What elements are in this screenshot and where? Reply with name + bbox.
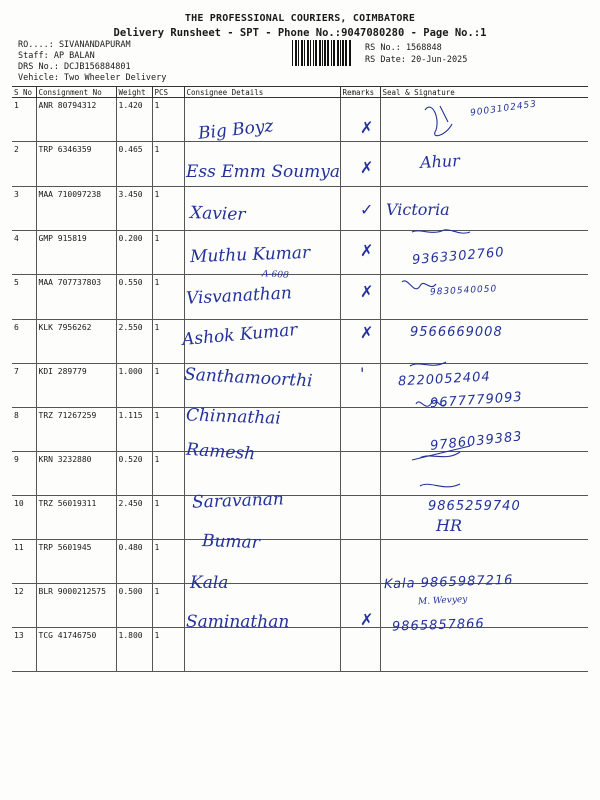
row-signature-cell bbox=[380, 496, 588, 540]
handwritten-signature: 9786039383 bbox=[429, 429, 524, 454]
row-sno: 13 bbox=[12, 628, 36, 672]
row-sno: 6 bbox=[12, 320, 36, 364]
company-name: THE PROFESSIONAL COURIERS, COIMBATORE bbox=[184, 13, 416, 24]
row-weight: 3.450 bbox=[116, 187, 152, 231]
row-signature-cell bbox=[380, 628, 588, 672]
row-pcs: 1 bbox=[152, 231, 184, 275]
barcode-bar bbox=[342, 40, 343, 66]
row-consignment: KRN 3232880 bbox=[36, 452, 116, 496]
table-row bbox=[12, 142, 588, 187]
row-consignee-cell bbox=[184, 496, 340, 540]
row-weight: 0.550 bbox=[116, 275, 152, 320]
row-sno: 4 bbox=[12, 231, 36, 275]
handwritten-consignee: Saravanan bbox=[191, 489, 285, 513]
col-sno: S No bbox=[12, 87, 36, 98]
row-consignee-cell bbox=[184, 320, 340, 364]
table-row bbox=[12, 628, 588, 672]
row-remarks-cell bbox=[340, 98, 380, 142]
barcode-bar bbox=[298, 40, 299, 66]
remark-mark: ✗ bbox=[360, 323, 374, 342]
row-consignee-cell bbox=[184, 275, 340, 320]
row-weight: 0.200 bbox=[116, 231, 152, 275]
row-signature-cell bbox=[380, 231, 588, 275]
handwritten-signature: 9865259740 bbox=[428, 499, 521, 514]
row-signature-cell bbox=[380, 364, 588, 408]
table-row bbox=[12, 364, 588, 408]
runsheet-table bbox=[12, 86, 588, 672]
table-row bbox=[12, 584, 588, 628]
handwritten-consignee: A-608 bbox=[261, 269, 290, 281]
handwritten-signature: M. Wevyey bbox=[417, 594, 468, 608]
row-remarks-cell bbox=[340, 364, 380, 408]
barcode-bar bbox=[331, 40, 332, 66]
handwritten-consignee: Ess Emm Soumya bbox=[186, 162, 341, 182]
row-remarks-cell bbox=[340, 320, 380, 364]
handwritten-signature: HR bbox=[436, 516, 462, 535]
row-weight: 1.800 bbox=[116, 628, 152, 672]
row-remarks-cell bbox=[340, 540, 380, 584]
row-sno: 2 bbox=[12, 142, 36, 187]
row-consignee-cell bbox=[184, 408, 340, 452]
row-consignment: TRZ 71267259 bbox=[36, 408, 116, 452]
row-pcs: 1 bbox=[152, 452, 184, 496]
table-row bbox=[12, 452, 588, 496]
rs-date: RS Date: 20-Jun-2025 bbox=[365, 55, 468, 65]
handwritten-consignee: Saminathan bbox=[186, 612, 290, 632]
staff-line: Staff: AP BALAN bbox=[18, 51, 95, 61]
runsheet-meta-left bbox=[18, 40, 166, 84]
row-consignment: KLK 7956262 bbox=[36, 320, 116, 364]
barcode-bar bbox=[346, 40, 347, 66]
row-weight: 0.500 bbox=[116, 584, 152, 628]
row-sno: 12 bbox=[12, 584, 36, 628]
table-row bbox=[12, 187, 588, 231]
handwritten-consignee: Muthu Kumar bbox=[189, 242, 311, 268]
table-header-row bbox=[12, 87, 588, 98]
barcode-bar bbox=[324, 40, 325, 66]
row-remarks-cell bbox=[340, 187, 380, 231]
row-sno: 9 bbox=[12, 452, 36, 496]
row-consignment: TRP 5601945 bbox=[36, 540, 116, 584]
table-row bbox=[12, 540, 588, 584]
row-consignment: BLR 9000212575 bbox=[36, 584, 116, 628]
row-consignment: TRZ 56019311 bbox=[36, 496, 116, 540]
table-row bbox=[12, 408, 588, 452]
row-consignment: MAA 710097238 bbox=[36, 187, 116, 231]
table-row bbox=[12, 320, 588, 364]
row-weight: 0.520 bbox=[116, 452, 152, 496]
row-consignment: TRP 6346359 bbox=[36, 142, 116, 187]
runsheet-title: Delivery Runsheet - SPT - Phone No.:9047080280 - Page No.:1 bbox=[113, 27, 487, 39]
drs-number: DRS No.: DCJB156884801 bbox=[18, 62, 131, 72]
runsheet-meta-right bbox=[365, 42, 467, 66]
remark-mark: ✗ bbox=[360, 118, 374, 137]
handwritten-consignee: Santhamoorthi bbox=[183, 364, 314, 392]
handwritten-consignee: Kala bbox=[190, 573, 229, 593]
row-sno: 3 bbox=[12, 187, 36, 231]
row-consignee-cell bbox=[184, 628, 340, 672]
row-consignee-cell bbox=[184, 452, 340, 496]
remark-mark: ✗ bbox=[360, 610, 374, 629]
row-consignee-cell bbox=[184, 584, 340, 628]
row-sno: 7 bbox=[12, 364, 36, 408]
row-signature-cell bbox=[380, 540, 588, 584]
col-pcs: PCS bbox=[152, 87, 184, 98]
handwritten-signature: 9865857866 bbox=[391, 616, 485, 635]
row-sno: 10 bbox=[12, 496, 36, 540]
handwritten-signature: 9003102453 bbox=[469, 99, 538, 119]
row-consignee-cell bbox=[184, 142, 340, 187]
row-signature-cell bbox=[380, 275, 588, 320]
row-consignment: MAA 707737803 bbox=[36, 275, 116, 320]
row-pcs: 1 bbox=[152, 275, 184, 320]
barcode-bar bbox=[337, 40, 338, 66]
row-signature-cell bbox=[380, 98, 588, 142]
row-pcs: 1 bbox=[152, 98, 184, 142]
handwritten-signature: 9830540050 bbox=[429, 284, 498, 298]
barcode-bar bbox=[292, 40, 293, 66]
row-signature-cell bbox=[380, 408, 588, 452]
row-remarks-cell bbox=[340, 142, 380, 187]
row-weight: 0.465 bbox=[116, 142, 152, 187]
row-consignee-cell bbox=[184, 98, 340, 142]
row-sno: 1 bbox=[12, 98, 36, 142]
route-line: RO....: SIVANANDAPURAM bbox=[18, 40, 131, 50]
row-pcs: 1 bbox=[152, 408, 184, 452]
handwritten-signature: Ahur bbox=[419, 150, 461, 173]
row-remarks-cell bbox=[340, 628, 380, 672]
remark-mark: ✓ bbox=[360, 200, 374, 219]
handwritten-consignee: Visvanathan bbox=[185, 283, 293, 309]
row-consignee-cell bbox=[184, 187, 340, 231]
row-pcs: 1 bbox=[152, 496, 184, 540]
handwritten-signature: Victoria bbox=[386, 200, 450, 219]
row-remarks-cell bbox=[340, 275, 380, 320]
row-pcs: 1 bbox=[152, 142, 184, 187]
row-pcs: 1 bbox=[152, 540, 184, 584]
table-row bbox=[12, 98, 588, 142]
vehicle-line: Vehicle: Two Wheeler Delivery bbox=[18, 73, 167, 83]
row-pcs: 1 bbox=[152, 320, 184, 364]
row-sno: 11 bbox=[12, 540, 36, 584]
row-consignment: TCG 41746750 bbox=[36, 628, 116, 672]
barcode-bar bbox=[320, 40, 321, 66]
remark-mark: ' bbox=[360, 364, 365, 383]
row-weight: 1.115 bbox=[116, 408, 152, 452]
handwritten-consignee: Bumar bbox=[201, 530, 261, 554]
row-signature-cell bbox=[380, 187, 588, 231]
barcode bbox=[292, 40, 352, 66]
row-consignee-cell bbox=[184, 540, 340, 584]
row-remarks-cell bbox=[340, 231, 380, 275]
row-weight: 1.000 bbox=[116, 364, 152, 408]
handwritten-consignee: Ashok Kumar bbox=[181, 320, 299, 350]
row-signature-cell bbox=[380, 584, 588, 628]
row-remarks-cell bbox=[340, 452, 380, 496]
barcode-bar bbox=[313, 40, 314, 66]
table-row bbox=[12, 275, 588, 320]
handwritten-consignee: Big Boyz bbox=[197, 116, 275, 144]
row-sno: 5 bbox=[12, 275, 36, 320]
handwritten-signature: Kala 9865987216 bbox=[383, 572, 514, 593]
row-signature-cell bbox=[380, 142, 588, 187]
row-pcs: 1 bbox=[152, 628, 184, 672]
row-weight: 1.420 bbox=[116, 98, 152, 142]
row-weight: 2.550 bbox=[116, 320, 152, 364]
table-row bbox=[12, 231, 588, 275]
barcode-bar bbox=[304, 40, 305, 66]
handwritten-signature: 9566669008 bbox=[410, 325, 503, 340]
handwritten-consignee: Xavier bbox=[189, 203, 246, 225]
col-weight: Weight bbox=[116, 87, 152, 98]
row-consignee-cell bbox=[184, 231, 340, 275]
handwritten-signature: 9363302760 bbox=[411, 244, 506, 269]
remark-mark: ✗ bbox=[360, 241, 374, 260]
row-pcs: 1 bbox=[152, 187, 184, 231]
row-remarks-cell bbox=[340, 496, 380, 540]
row-pcs: 1 bbox=[152, 364, 184, 408]
remark-mark: ✗ bbox=[360, 158, 374, 177]
handwritten-signature: 9677779093 bbox=[429, 389, 524, 412]
handwritten-consignee: Chinnathai bbox=[185, 405, 282, 429]
col-remarks: Remarks bbox=[340, 87, 380, 98]
col-seal-signature: Seal & Signature bbox=[380, 87, 588, 98]
row-signature-cell bbox=[380, 320, 588, 364]
row-consignment: KDI 289779 bbox=[36, 364, 116, 408]
handwritten-consignee: Ramesh bbox=[185, 439, 256, 465]
col-consignment: Consignment No bbox=[36, 87, 116, 98]
row-remarks-cell bbox=[340, 584, 380, 628]
row-consignment: GMP 915819 bbox=[36, 231, 116, 275]
rs-number: RS No.: 1568848 bbox=[365, 43, 442, 53]
row-pcs: 1 bbox=[152, 584, 184, 628]
row-weight: 0.480 bbox=[116, 540, 152, 584]
row-sno: 8 bbox=[12, 408, 36, 452]
handwritten-signature: 8220052404 bbox=[397, 369, 492, 390]
col-consignee: Consignee Details bbox=[184, 87, 340, 98]
barcode-bar bbox=[310, 40, 311, 66]
row-weight: 2.450 bbox=[116, 496, 152, 540]
row-consignee-cell bbox=[184, 364, 340, 408]
row-remarks-cell bbox=[340, 408, 380, 452]
row-consignment: ANR 80794312 bbox=[36, 98, 116, 142]
remark-mark: ✗ bbox=[360, 282, 374, 301]
table-row bbox=[12, 496, 588, 540]
row-signature-cell bbox=[380, 452, 588, 496]
